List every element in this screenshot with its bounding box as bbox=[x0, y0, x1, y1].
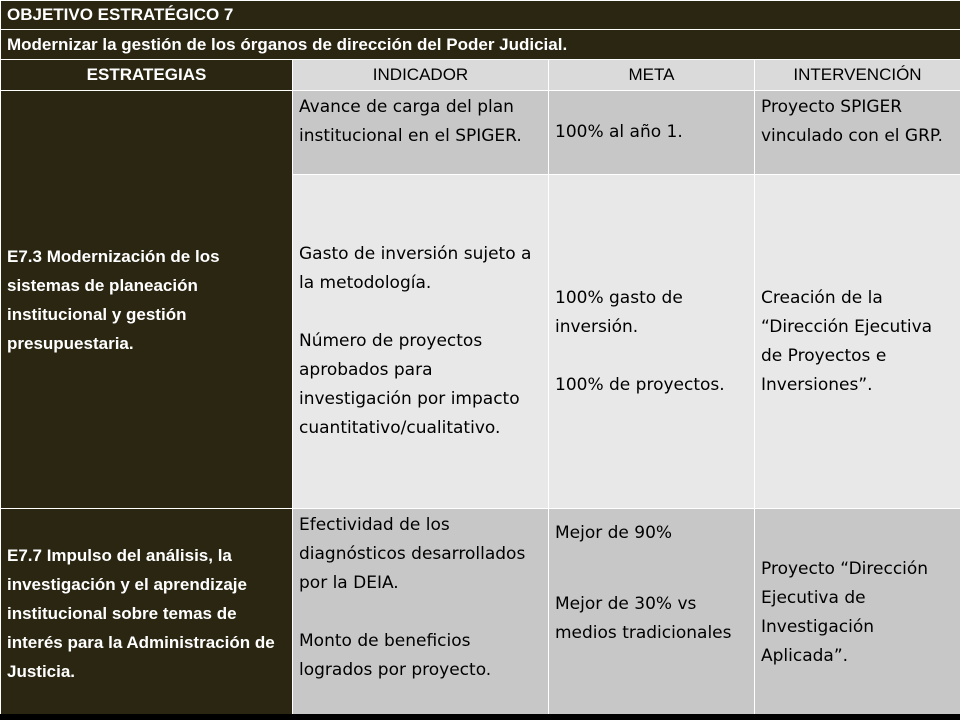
intervention-cell: Proyecto “Dirección Ejecutiva de Investigación Aplicada”. bbox=[755, 509, 960, 718]
header-strategies: ESTRATEGIAS bbox=[1, 60, 293, 91]
objective-title-row bbox=[1, 1, 960, 30]
intervention-cell: Proyecto SPIGER vinculado con el GRP. bbox=[755, 91, 960, 175]
indicator-text: Monto de beneficios logrados por proyecto. bbox=[299, 631, 492, 680]
indicator-text: Gasto de inversión sujeto a la metodología. bbox=[299, 244, 532, 293]
indicator-cell bbox=[293, 509, 549, 718]
header-intervention: INTERVENCIÓN bbox=[755, 60, 960, 91]
goal-text: Mejor de 90% bbox=[555, 523, 673, 543]
indicator-text: Número de proyectos aprobados para investigación por impacto cuantitativo/cualitativo. bbox=[299, 331, 520, 438]
intervention-cell: Creación de la “Dirección Ejecutiva de Proyectos e Inversiones”. bbox=[755, 175, 960, 509]
bottom-border bbox=[0, 714, 960, 720]
goal-cell bbox=[549, 509, 755, 718]
indicator-cell: Avance de carga del plan institucional en el SPIGER. bbox=[293, 91, 549, 175]
goal-text: 100% gasto de inversión. bbox=[555, 287, 683, 337]
header-row bbox=[1, 60, 960, 91]
table-row bbox=[1, 91, 960, 175]
goal-text: Mejor de 30% vs medios tradicionales bbox=[555, 594, 732, 643]
strategy-e73: E7.3 Modernización de los sistemas de planeación institucional y gestión presupuestaria. bbox=[1, 91, 293, 509]
objective-title: OBJETIVO ESTRATÉGICO 7 bbox=[1, 1, 960, 30]
goal-cell: 100% al año 1. bbox=[549, 91, 755, 175]
objective-text: Modernizar la gestión de los órganos de dirección del Poder Judicial. bbox=[1, 30, 960, 60]
header-indicator: INDICADOR bbox=[293, 60, 549, 91]
header-goal: META bbox=[549, 60, 755, 91]
objective-text-row bbox=[1, 30, 960, 60]
goal-text: 100% de proyectos. bbox=[555, 374, 725, 395]
strategy-e77: E7.7 Impulso del análisis, la investigación y el aprendizaje institucional sobre temas de interés para la Administración de Justicia. bbox=[1, 509, 293, 718]
indicator-text: Efectividad de los diagnósticos desarrollados por la DEIA. bbox=[299, 515, 526, 593]
table-row bbox=[1, 509, 960, 718]
goal-cell bbox=[549, 175, 755, 509]
indicator-cell bbox=[293, 175, 549, 509]
